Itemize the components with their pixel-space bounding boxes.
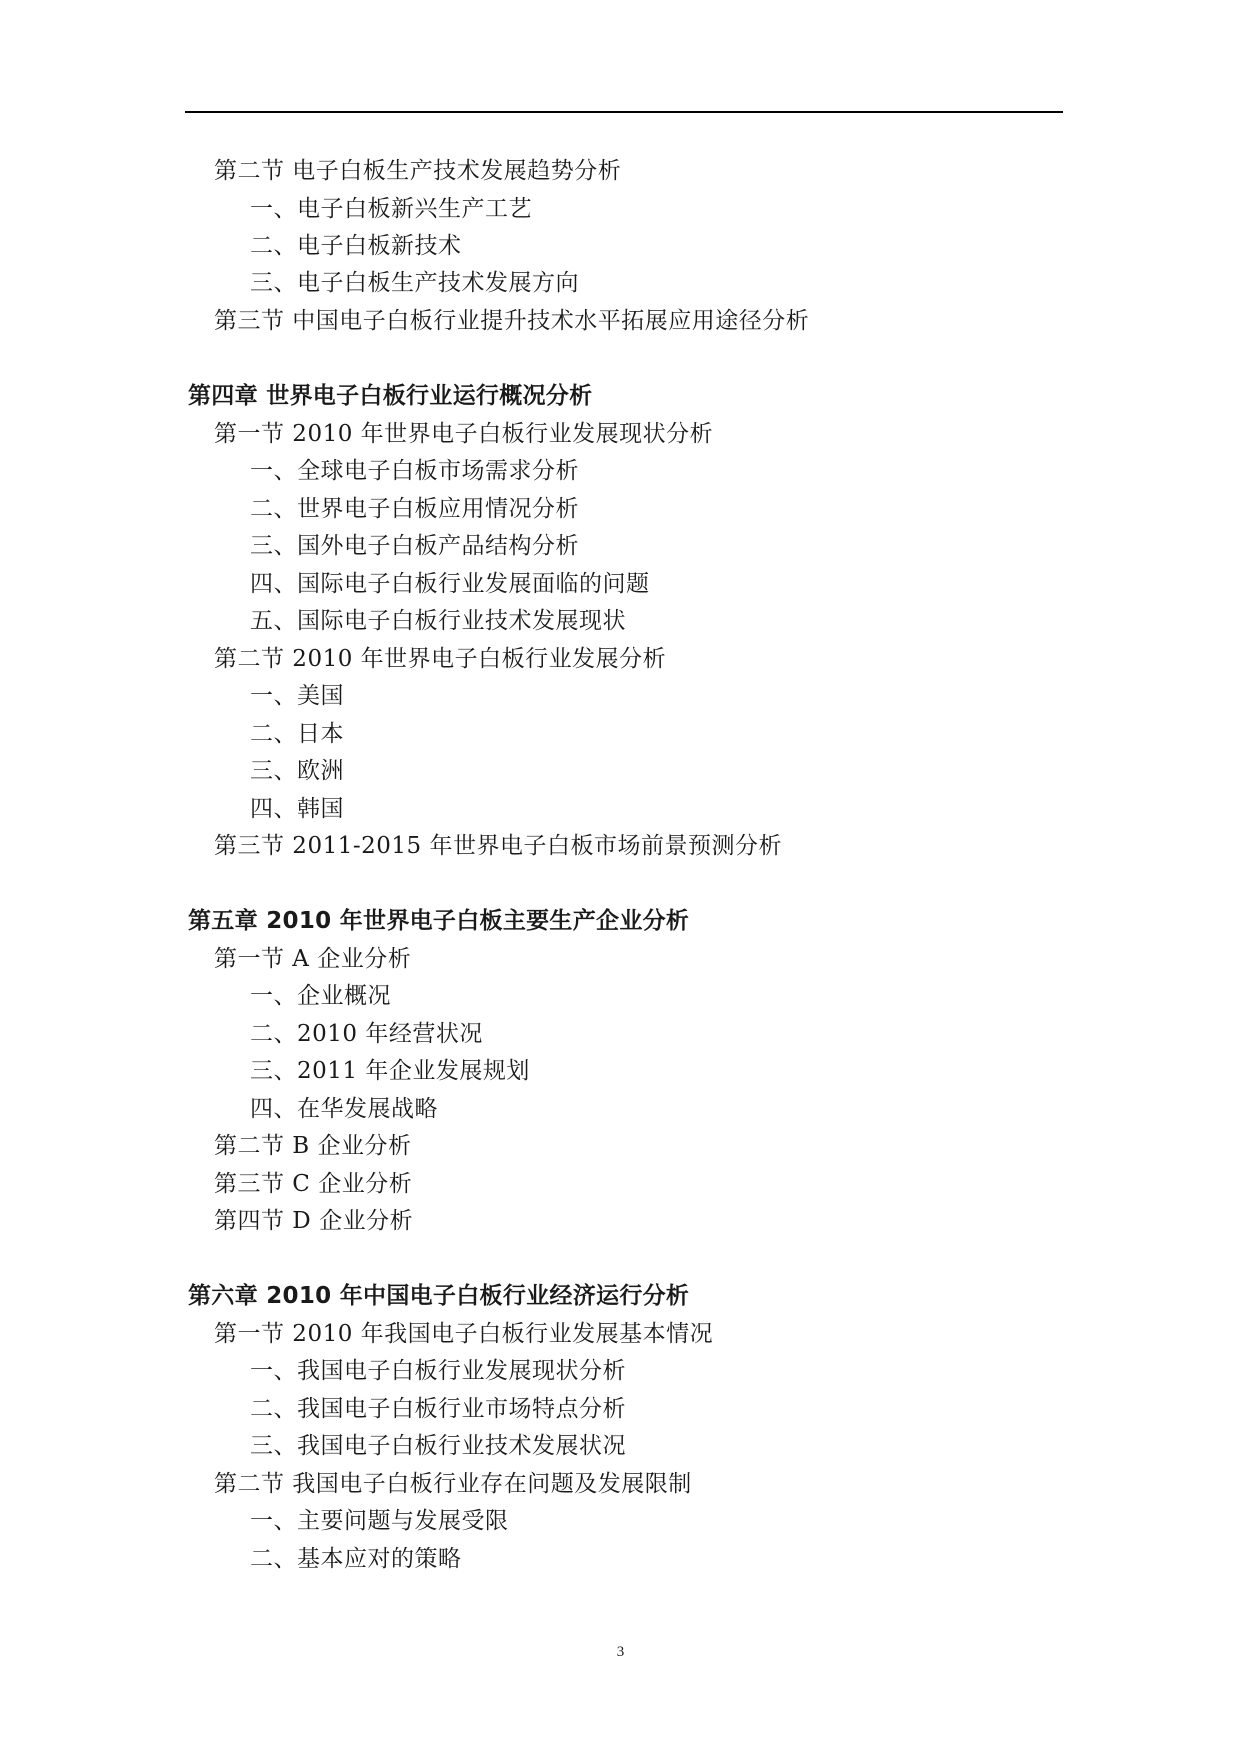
toc-section: 第二节 我国电子白板行业存在问题及发展限制 (214, 1471, 692, 1497)
toc-section: 第一节 A 企业分析 (214, 946, 412, 972)
toc-section: 第三节 C 企业分析 (214, 1171, 413, 1197)
toc-item: 五、国际电子白板行业技术发展现状 (250, 608, 626, 634)
toc-section: 第二节 电子白板生产技术发展趋势分析 (214, 158, 622, 184)
toc-section: 第二节 B 企业分析 (214, 1133, 412, 1159)
toc-item: 三、我国电子白板行业技术发展状况 (250, 1433, 626, 1459)
toc-item: 一、企业概况 (250, 983, 391, 1009)
toc-section: 第一节 2010 年世界电子白板行业发展现状分析 (214, 421, 714, 447)
toc-section: 第二节 2010 年世界电子白板行业发展分析 (214, 646, 667, 672)
page-number: 3 (616, 1644, 625, 1660)
toc-item: 二、日本 (250, 721, 344, 747)
toc-chapter-heading: 第四章 世界电子白板行业运行概况分析 (188, 383, 593, 409)
toc-section: 第一节 2010 年我国电子白板行业发展基本情况 (214, 1321, 714, 1347)
toc-item: 三、2011 年企业发展规划 (250, 1058, 530, 1084)
toc-item: 一、美国 (250, 683, 344, 709)
toc-item: 二、2010 年经营状况 (250, 1021, 483, 1047)
toc-section: 第四节 D 企业分析 (214, 1208, 414, 1234)
header-rule (185, 111, 1063, 113)
toc-item: 三、国外电子白板产品结构分析 (250, 533, 579, 559)
toc-item: 四、韩国 (250, 796, 344, 822)
toc-section: 第三节 中国电子白板行业提升技术水平拓展应用途径分析 (214, 308, 810, 334)
toc-chapter-heading: 第六章 2010 年中国电子白板行业经济运行分析 (188, 1283, 690, 1309)
toc-item: 一、我国电子白板行业发展现状分析 (250, 1358, 626, 1384)
toc-section: 第三节 2011-2015 年世界电子白板市场前景预测分析 (214, 833, 782, 859)
toc-item: 二、我国电子白板行业市场特点分析 (250, 1396, 626, 1422)
toc-item: 一、电子白板新兴生产工艺 (250, 196, 532, 222)
toc-item: 一、全球电子白板市场需求分析 (250, 458, 579, 484)
toc-item: 二、基本应对的策略 (250, 1546, 462, 1572)
toc-item: 二、电子白板新技术 (250, 233, 462, 259)
toc-item: 三、电子白板生产技术发展方向 (250, 270, 579, 296)
toc-chapter-heading: 第五章 2010 年世界电子白板主要生产企业分析 (188, 908, 690, 934)
toc-item: 一、主要问题与发展受限 (250, 1508, 509, 1534)
toc-item: 四、国际电子白板行业发展面临的问题 (250, 571, 650, 597)
toc-item: 四、在华发展战略 (250, 1096, 438, 1122)
toc-item: 三、欧洲 (250, 758, 344, 784)
toc-item: 二、世界电子白板应用情况分析 (250, 496, 579, 522)
